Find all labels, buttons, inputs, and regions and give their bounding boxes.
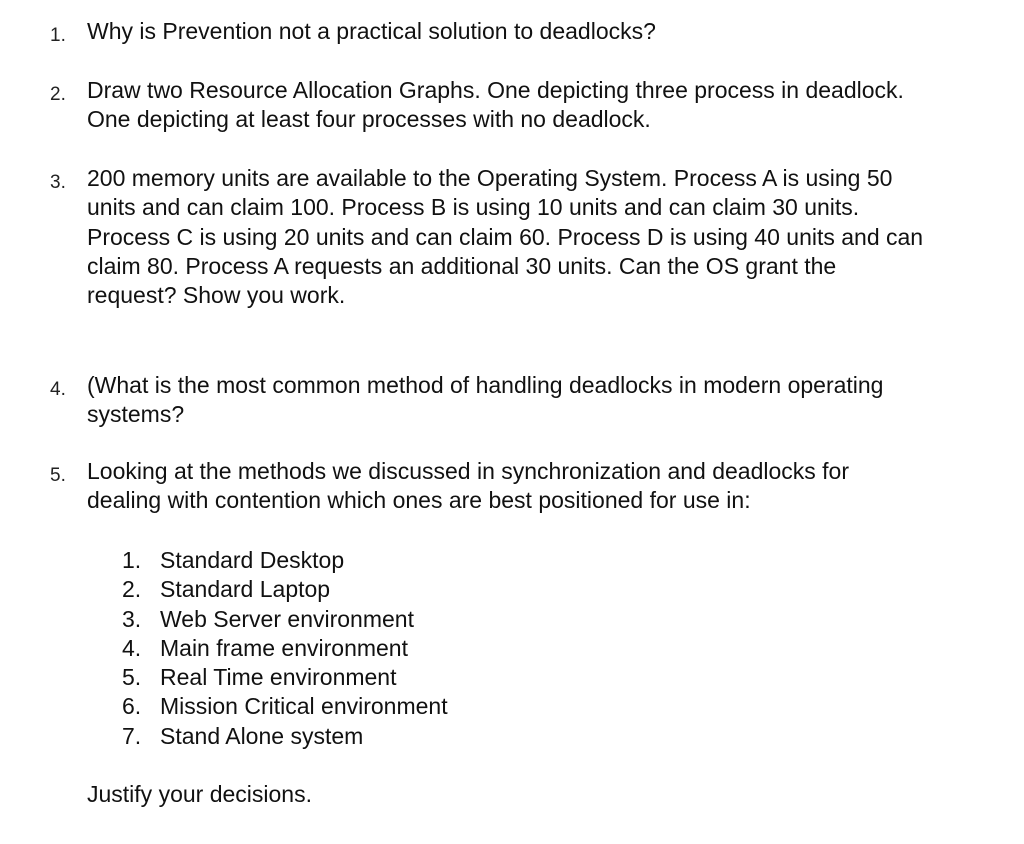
question-line: systems? — [87, 401, 185, 428]
question-number: 1. — [50, 25, 66, 46]
question-line: (What is the most common method of handling deadlocks in modern operating — [87, 372, 884, 398]
list-item-label: Mission Critical environment — [160, 693, 448, 720]
question-line: Process C is using 20 units and can claim 60. Process D is using 40 units and can — [87, 223, 924, 250]
question-number: 3. — [50, 172, 66, 193]
list-item-label: Web Server environment — [160, 605, 414, 632]
list-item-number: 4. — [122, 634, 142, 661]
question-line: Looking at the methods we discussed in synchronization and deadlocks for — [87, 458, 850, 484]
question-number: 5. — [50, 465, 66, 486]
list-item-label: Real Time environment — [160, 664, 397, 691]
list-item-label: Standard Laptop — [160, 576, 331, 603]
question-line: dealing with contention which ones are best positioned for use in: — [87, 487, 751, 514]
question-text — [87, 457, 1007, 516]
question-line: units and can claim 100. Process B is using 10 units and can claim 30 units. — [87, 194, 860, 221]
list-item — [122, 634, 448, 663]
list-item — [122, 692, 448, 721]
list-item-number: 5. — [122, 664, 142, 691]
list-item-number: 1. — [122, 547, 142, 573]
question-line: Draw two Resource Allocation Graphs. One depicting three process in deadlock. — [87, 77, 904, 103]
question-text — [87, 371, 1007, 430]
list-item — [122, 546, 448, 575]
list-item — [122, 722, 448, 751]
list-item-number: 3. — [122, 605, 142, 632]
question-number: 2. — [50, 84, 66, 105]
question-line: Why is Prevention not a practical solution to deadlocks? — [87, 18, 656, 44]
question-line: One depicting at least four processes with no deadlock. — [87, 106, 651, 133]
list-item — [122, 575, 448, 604]
environment-list — [122, 546, 448, 751]
list-item-number: 7. — [122, 722, 142, 749]
question-text — [87, 164, 1007, 310]
list-item — [122, 663, 448, 692]
question-text — [87, 17, 1007, 46]
list-item-number: 2. — [122, 576, 142, 603]
list-item-label: Standard Desktop — [160, 547, 345, 573]
closing-instruction: Justify your decisions. — [87, 781, 312, 807]
list-item-label: Main frame environment — [160, 634, 408, 661]
question-line: claim 80. Process A requests an additional 30 units. Can the OS grant the — [87, 252, 837, 279]
list-item-number: 6. — [122, 693, 142, 720]
question-text — [87, 76, 1007, 135]
list-item-label: Stand Alone system — [160, 722, 364, 749]
question-line: request? Show you work. — [87, 282, 346, 309]
question-line: 200 memory units are available to the Operating System. Process A is using 50 — [87, 165, 893, 191]
question-number: 4. — [50, 379, 66, 400]
list-item — [122, 605, 448, 634]
